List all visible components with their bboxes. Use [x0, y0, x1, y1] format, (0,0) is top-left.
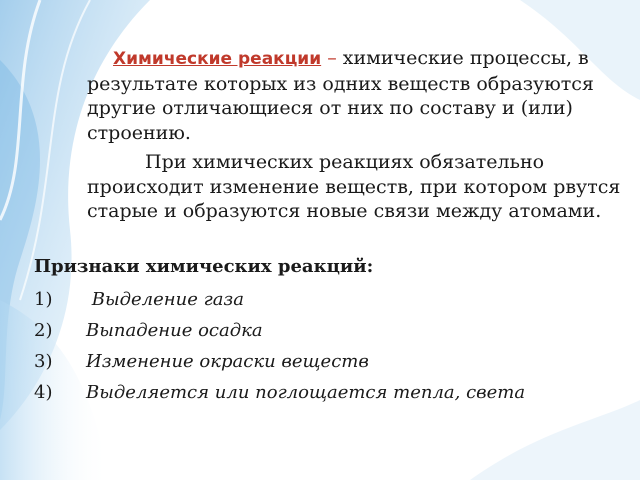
definition-paragraph	[87, 46, 627, 145]
list-number: 4)	[34, 382, 53, 403]
list-item	[34, 315, 525, 346]
list-text: Выделение газа	[86, 289, 244, 310]
definition-text: химические процессы, в результате которых из одних веществ образуются другие отличающиеся от них по составу и (или) строению.	[87, 47, 594, 144]
signs-heading: Признаки химических реакций:	[34, 256, 374, 277]
definition-dash: –	[327, 47, 337, 69]
explanation-text: При химических реакциях обязательно происходит изменение веществ, при котором рвутся старые и образуются новые связи между атомами.	[87, 151, 621, 222]
list-item	[34, 284, 525, 315]
list-item	[34, 346, 525, 377]
list-text: Выделяется или поглощается тепла, света	[86, 382, 526, 403]
term-highlight: Химические реакции	[113, 49, 322, 69]
list-number: 3)	[34, 351, 53, 372]
list-number: 2)	[34, 320, 53, 341]
list-text: Выпадение осадка	[86, 320, 263, 341]
signs-list	[34, 284, 525, 408]
list-number: 1)	[34, 289, 53, 310]
explanation-paragraph	[87, 150, 627, 224]
list-text: Изменение окраски веществ	[86, 351, 369, 372]
list-item	[34, 377, 525, 408]
